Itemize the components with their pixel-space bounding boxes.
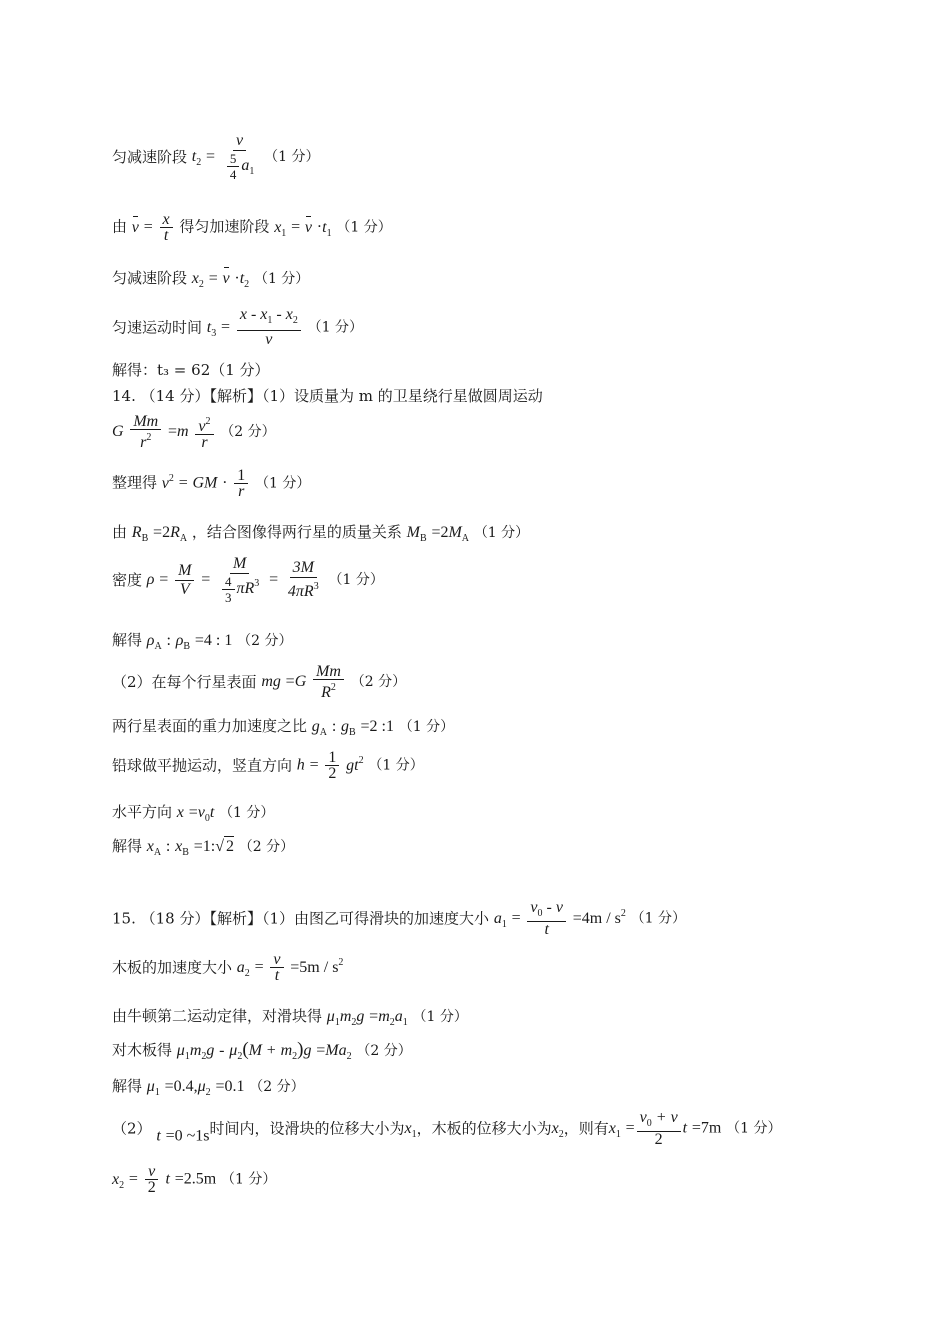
eq-uniform-time: 匀速运动时间 $t_3$ = $\frac{x - x_1 - x_2}{v}$ （1 分） xyxy=(112,306,363,348)
eq-decel-time: 匀减速阶段 $t_2$ = v $\frac{5}{4}$ $a_1$ （1 分） xyxy=(112,132,320,182)
label: 解得：t₃ = 62（1 分） xyxy=(112,361,270,379)
label: 木板的加速度大小 xyxy=(112,958,233,977)
result-density-ratio: 解得 $\rho_A$ : $\rho_B =4$ : 1 （2 分） xyxy=(112,631,293,652)
fraction: $\frac{v_0 + v}{2}$ xyxy=(637,1110,681,1147)
score: （1 分） xyxy=(264,149,320,165)
score: （1 分） xyxy=(219,805,275,821)
fraction: $\frac{1}{r}$ xyxy=(234,468,248,499)
eq-accel-displacement: 由 v = $\frac{x}{t}$ 得匀加速阶段 $x_1 = v \cdot t_1$ （1 分） xyxy=(112,211,392,244)
score: （1 分） xyxy=(726,1120,782,1137)
eq-v2-gm: 整理得 $v^2$ = GM · $\frac{1}{r}$ （1 分） xyxy=(112,467,311,500)
score: （2 分） xyxy=(356,1043,412,1059)
label: ，结合图像得两行星的质量关系 xyxy=(191,523,402,541)
eq-slider-displacement: （2） t =0 ~1s时间内，设滑块的位移大小为$x_1$，木板的位移大小为$x_2$，则有$x_1$ = $\frac{v_0 + v}{2}$ t =7m （1 分） xyxy=(112,1109,782,1148)
eq-board-newton: 对木板得 $\mu_1m_2g - \mu_2(M + m_2)g =Ma_2$ （2 分） xyxy=(112,1039,412,1062)
fraction: $\frac{v^2}{r}$ xyxy=(195,414,213,450)
label: 整理得 xyxy=(112,473,158,492)
result-friction-coefficients: 解得 $\mu_1 =0.4,\mu_2 =0.1$ （2 分） xyxy=(112,1077,305,1098)
score: （1 分） xyxy=(473,525,530,541)
fraction: $\frac{v}{2}$ xyxy=(145,1164,159,1195)
label: 两行星表面的重力加速度之比 xyxy=(112,717,308,735)
score: （1 分） xyxy=(368,757,424,774)
label: 匀减速阶段 xyxy=(112,269,188,287)
fraction: $\frac{x - x_1 - x_2}{v}$ xyxy=(237,306,301,349)
result-distance-ratio: 解得 $x_A$ : $x_B$ =1:√ 2 （2 分） xyxy=(112,837,295,858)
eq-density: 密度 ρ = $\frac{M}{V}$ = M $\frac{4}{3}$ $\pi R^3$ = $\frac{3M}{4\pi R^3}$ （1 分） xyxy=(112,555,384,605)
fraction: $\frac{x}{t}$ xyxy=(160,212,173,243)
label: 得匀加速阶段 xyxy=(179,217,270,236)
eq-gravity-centripetal: G $\frac{Mm}{r^2}$ =m $\frac{v^2}{r}$ （2 分） xyxy=(112,413,276,451)
label: ，木板的位移大小为 xyxy=(416,1119,552,1138)
result-t3 xyxy=(112,360,270,380)
fraction: $\frac{3M}{4\pi R^3}$ xyxy=(287,559,319,600)
label: 匀速运动时间 xyxy=(112,318,203,337)
score: （1 分） xyxy=(398,719,455,735)
question-14-heading xyxy=(112,386,543,406)
score: （2 分） xyxy=(220,424,276,440)
label: （2） xyxy=(112,1119,152,1138)
score: （1 分） xyxy=(328,572,384,588)
score: （2 分） xyxy=(238,839,295,855)
fraction: v $\frac{5}{4}$ $a_1$ xyxy=(222,132,258,182)
fraction: $\frac{Mm}{r^2}$ xyxy=(130,414,161,450)
label: ，则有 xyxy=(563,1119,609,1138)
eq-decel-displacement: 匀减速阶段 $x_2 = v \cdot t_2$ （1 分） xyxy=(112,269,310,290)
fraction: $\frac{v}{t}$ xyxy=(270,952,283,983)
fraction: $\frac{1}{2}$ xyxy=(325,750,339,781)
result-gravity-ratio: 两行星表面的重力加速度之比 $g_A$ : $g_B =2$ :1 （1 分） xyxy=(112,717,455,738)
eq-vertical-motion: 铅球做平抛运动，竖直方向 h = $\frac{1}{2}$ $gt^2$ （1 分） xyxy=(112,749,424,782)
label: 解得 xyxy=(112,1077,143,1095)
score: （1 分） xyxy=(255,475,311,492)
eq-horizontal-motion: 水平方向 $x =v_0t$ （1 分） xyxy=(112,803,275,824)
label: 解得 xyxy=(112,631,143,649)
score: （1 分） xyxy=(307,319,363,336)
eq-slider-newton: 由牛顿第二运动定律，对滑块得 $\mu_1m_2g =m_2a_1$ （1 分） xyxy=(112,1007,468,1028)
label: 时间内，设滑块的位移大小为 xyxy=(209,1119,405,1138)
score: （2 分） xyxy=(350,674,407,690)
fraction: M $\frac{4}{3}$ $\pi R^3$ xyxy=(217,555,262,605)
score: （1 分） xyxy=(630,910,687,927)
fraction: $\frac{v_0 - v}{t}$ xyxy=(527,900,566,937)
label: 15. （18 分）【解析】（1）由图乙可得滑块的加速度大小 xyxy=(112,909,490,928)
score: （1 分） xyxy=(220,1171,277,1188)
label: 密度 xyxy=(112,571,143,589)
fraction: $\frac{Mm}{R^2}$ xyxy=(313,664,344,700)
label: 由 xyxy=(112,523,128,541)
fraction: $\frac{M}{V}$ xyxy=(175,562,194,599)
score: （1 分） xyxy=(253,271,310,287)
eq-board-displacement: $x_2$ = $\frac{v}{2}$ t =2.5m （1 分） xyxy=(112,1163,277,1196)
question-15-heading: 15. （18 分）【解析】（1）由图乙可得滑块的加速度大小 $a_1$ = $\frac{v_0 - v}{t}$ $=4m / s^2$ （1 分） xyxy=(112,899,687,938)
label: 铅球做平抛运动，竖直方向 xyxy=(112,756,293,775)
score: （2 分） xyxy=(249,1079,305,1095)
label: 对木板得 xyxy=(112,1041,173,1059)
eq-surface-gravity: （2）在每个行星表面 mg =G $\frac{Mm}{R^2}$ （2 分） xyxy=(112,663,407,701)
label: 解得 xyxy=(112,837,143,855)
label: 水平方向 xyxy=(112,803,173,821)
eq-board-acceleration: 木板的加速度大小 $a_2$ = $\frac{v}{t}$ $=5m / s^2$ xyxy=(112,951,344,984)
score: （2 分） xyxy=(237,633,293,649)
label: 14. （14 分）【解析】（1）设质量为 m 的卫星绕行星做圆周运动 xyxy=(112,387,543,405)
label: 由牛顿第二运动定律，对滑块得 xyxy=(112,1007,323,1025)
label: （2）在每个行星表面 xyxy=(112,673,257,691)
label: 由 xyxy=(112,217,128,236)
score: （1 分） xyxy=(412,1009,468,1025)
label: 匀减速阶段 xyxy=(112,148,188,166)
eq-mass-relation: 由 $R_B =2R_A$ ，结合图像得两行星的质量关系 $M_B =2M_A$ （1 分） xyxy=(112,523,530,544)
score: （1 分） xyxy=(336,219,392,236)
